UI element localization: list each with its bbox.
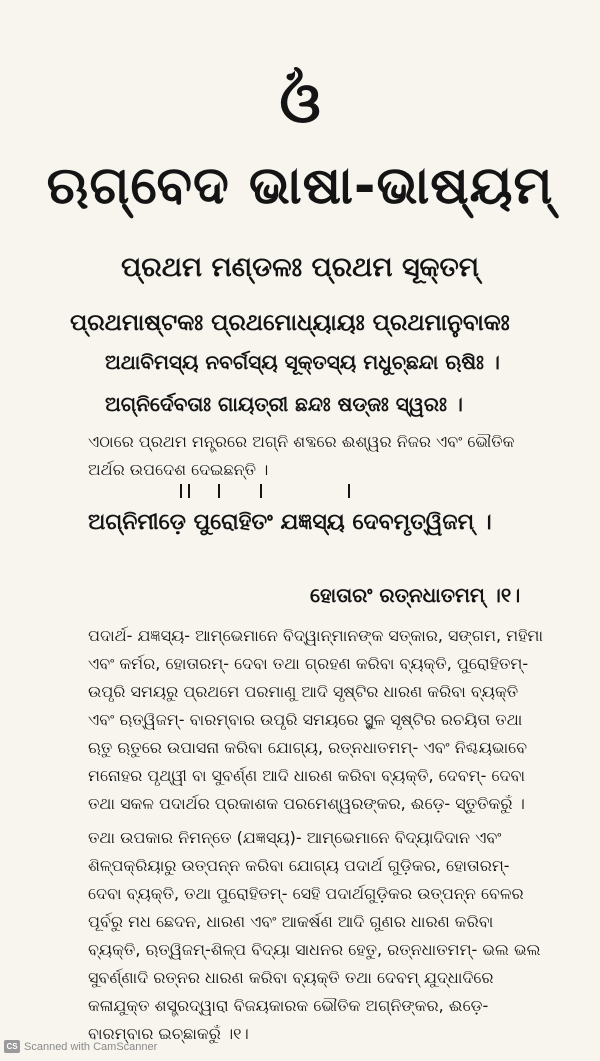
accent-mark <box>260 484 262 498</box>
scanner-watermark <box>4 1040 157 1053</box>
accent-mark <box>348 484 350 498</box>
mantra-line: ଅଗ୍ନିମୀଡ଼େ ପୁରୋହିତଂ ଯଜ୍ଞସ୍ୟ ଦେବମୃତ୍ୱିଜମ୍ । <box>88 510 492 535</box>
accent-mark <box>218 484 220 498</box>
page-subtitle: ପ୍ରଥମ ମଣ୍ଡଳଃ ପ୍ରଥମ ସୂକ୍ତମ୍ <box>121 252 479 283</box>
om-symbol: ଓଁ <box>279 67 321 137</box>
page-title: ଋଗ୍‌ବେଦ ଭାଷା-ଭାଷ୍ୟମ୍ <box>46 156 554 216</box>
meaning-paragraph-2: ତଥା ଉପକାର ନିମନ୍ତେ (ଯଜ୍ଞସ୍ୟ)- ଆମ୍ଭେମାନେ ବିଦ୍ୟାଦିଦାନ ଏବଂ ଶିଳ୍ପକ୍ରିୟାରୁ ଉତ୍ପନ୍ନ କରିବା ଯୋଗ୍ୟ ପଦାର୍ଥ ଗୁଡ଼ିକର, ହୋତାରମ୍- ଦେବା ବ୍ୟକ୍ତି, ତଥା ପୁରୋହିତମ୍- ସେହି ପଦାର୍ଥଗୁଡ଼ିକର ଉତ୍ପନ୍ନ ବେଳର ପୂର୍ବରୁ ମଧ ଛେଦନ, ଧାରଣ ଏବଂ ଆକର୍ଷଣ ଆଦି ଗୁଣର ଧାରଣ କରିବା ବ୍ୟକ୍ତି, ଋତ୍ୱିଜମ୍-ଶିଳ୍ପ ବିଦ୍ୟା ସାଧନର ହେତୁ, ରତ୍ନଧାତମମ୍- ଭଲ ଭଲ ସୁବର୍ଣ୍ଣାଦି ରତ୍ନର ଧାରଣ କରିବା ବ୍ୟକ୍ତି ତଥା ଦେବମ୍ ଯୁଦ୍ଧାଦିରେ କଳାଯୁକ୍ତ ଶସ୍ତ୍ରଦ୍ୱାରା ବିଜୟକାରକ ଭୌତିକ ଅଗ୍ନିଙ୍କର, ଈଡ଼େ- ବାରମ୍ବାର ଇଚ୍ଛାକରୁଁ ।୧। <box>88 828 541 1043</box>
watermark-text: Scanned with CamScanner <box>24 1040 158 1053</box>
heading-line-2: ଅଥାବିମସ୍ୟ ନବର୍ଗସ୍ୟ ସୂକ୍ତସ୍ୟ ମଧୁଚ୍ଛନ୍ଦା ଋଷିଃ । <box>105 350 500 374</box>
accent-mark <box>188 484 190 498</box>
accent-mark <box>180 484 182 498</box>
intro-paragraph: ଏଠାରେ ପ୍ରଥମ ମନ୍ତ୍ରରେ ଅଗ୍ନି ଶବ୍ଦରେ ଈଶ୍ୱର ନିଜର ଏବଂ ଭୌତିକ ଅର୍ଥର ଉପଦେଶ ଦେଇଛନ୍ତି । <box>88 432 515 479</box>
heading-line-3: ଅଗ୍ନିର୍ଦେବତାଃ ଗାୟତ୍ରୀ ଛନ୍ଦଃ ଷଡ୍‌ଜଃ ସ୍ୱରଃ । <box>105 392 463 416</box>
heading-line-1: ପ୍ରଥମାଷ୍ଟକଃ ପ୍ରଥମୋଧ୍ୟାୟଃ ପ୍ରଥମାନୁବାକଃ <box>70 310 510 336</box>
meaning-paragraph-1: ପଦାର୍ଥ- ଯଜ୍ଞସ୍ୟ- ଆମ୍ଭେମାନେ ବିଦ୍ୱାନ୍‌ମାନଙ୍କ ସତ୍କାର, ସଙ୍ଗମ, ମହିମା ଏବଂ କର୍ମର, ହୋତାରମ୍- ଦେବା ତଥା ଗ୍ରହଣ କରିବା ବ୍ୟକ୍ତି, ପୁରୋହିତମ୍- ଉପୃରି ସମୟରୁ ପ୍ରଥମେ ପରମାଣୁ ଆଦି ସୃଷ୍ଟିର ଧାରଣ କରିବା ବ୍ୟକ୍ତି ଏବଂ ଋତ୍ୱିଜମ୍- ବାରମ୍ବାର ଉପୃରି ସମୟରେ ସ୍ଥୁଳ ସୃଷ୍ଟିର ରଚୟିତା ତଥା ଋତୁ ଋତୁରେ ଉପାସନା କରିବା ଯୋଗ୍ୟ, ରତ୍ନଧାତମମ୍- ଏବଂ ନିଶ୍ଚୟଭାବେ ମନୋହର ପୃଥ୍ୱୀ ବା ସୁବର୍ଣ୍ଣ ଆଦି ଧାରଣ କରିବା ବ୍ୟକ୍ତି, ଦେବମ୍- ଦେବା ତଥା ସକଳ ପଦାର୍ଥର ପ୍ରକାଶକ ପରମେଶ୍ୱରଙ୍କର, ଈଡ଼େ- ସ୍ତୁତିକରୁଁ । <box>88 626 544 813</box>
mantra-end-line: ହୋତାରଂ ରତ୍ନଧାତମମ୍ ।୧। <box>310 583 521 607</box>
accent-marks <box>88 484 548 504</box>
camscanner-icon: CS <box>4 1040 20 1053</box>
